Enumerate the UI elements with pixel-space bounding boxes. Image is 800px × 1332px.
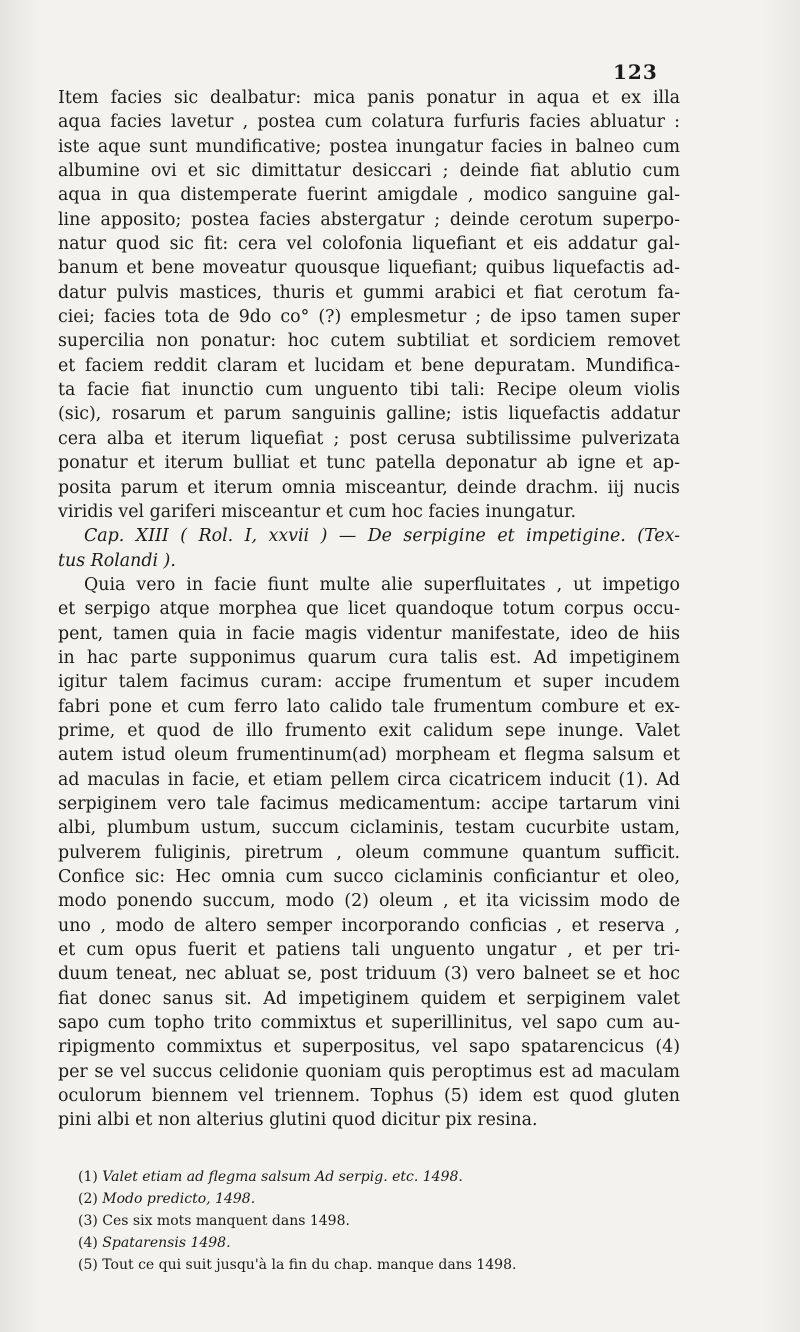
chapter-heading xyxy=(58,524,680,573)
text-line: albi, plumbum ustum, succum ciclaminis, testam cucurbite ustam, xyxy=(58,818,680,839)
text-line: ad maculas in facie, et etiam pellem circa cicatricem inducit (1). Ad xyxy=(58,769,680,790)
footnote xyxy=(78,1166,638,1188)
chapter-heading-line: Cap. XIII ( Rol. I, xxvii ) — De serpigine et impetigine. (Tex- xyxy=(84,526,680,547)
footnote-text: Valet etiam ad flegma salsum Ad serpig. etc. 1498. xyxy=(102,1169,463,1185)
text-line: ponatur et iterum bulliat et tunc patella deponatur ab igne et ap- xyxy=(58,453,680,474)
text-line: banum et bene moveatur quousque liquefiant; quibus liquefactis ad- xyxy=(58,258,680,279)
footnotes xyxy=(78,1166,638,1276)
text-line: serpiginem vero tale facimus medicamentum: accipe tartarum vini xyxy=(58,793,680,814)
text-line: in hac parte supponimus quarum cura talis est. Ad impetiginem xyxy=(58,647,680,668)
text-line: (sic), rosarum et parum sanguinis galline; istis liquefactis addatur xyxy=(58,404,680,425)
text-line: duum teneat, nec abluat se, post triduum (3) vero balneet se et hoc xyxy=(58,964,680,985)
paragraph-2 xyxy=(58,573,680,1133)
text-line: fabri pone et cum ferro lato calido tale frumentum combure et ex- xyxy=(58,696,680,717)
text-line: pini albi et non alterius glutini quod dicitur pix resina. xyxy=(58,1110,538,1131)
text-line: uno , modo de altero semper incorporando conficias , et reserva , xyxy=(58,915,680,936)
footnote-mark: (4) xyxy=(78,1235,98,1251)
text-line: natur quod sic fit: cera vel colofonia liquefiant et eis addatur gal- xyxy=(58,234,680,255)
footnote xyxy=(78,1232,638,1254)
text-line: Quia vero in facie fiunt multe alie superfluitates , ut impetigo xyxy=(84,574,680,595)
text-line: albumine ovi et sic dimittatur desiccari ; deinde fiat ablutio cum xyxy=(58,161,680,182)
footnote-mark: (1) xyxy=(78,1169,98,1185)
text-line: ripigmento commixtus et superpositus, vel sapo spatarencicus (4) xyxy=(58,1037,680,1058)
footnote-mark: (2) xyxy=(78,1191,98,1207)
text-line: aqua facies lavetur , postea cum colatura furfuris facies abluatur : xyxy=(58,112,680,133)
footnote xyxy=(78,1188,638,1210)
text-line: pulverem fuliginis, piretrum , oleum commune quantum sufficit. xyxy=(58,842,680,863)
footnote-text: Spatarensis 1498. xyxy=(102,1235,231,1251)
text-line: sapo cum topho trito commixtus et superillinitus, vel sapo cum au- xyxy=(58,1013,680,1034)
text-line: ciei; facies tota de 9do co° (?) emplesmetur ; de ipso tamen super xyxy=(58,307,680,328)
footnote-text: Tout ce qui suit jusqu'à la fin du chap. manque dans 1498. xyxy=(102,1257,517,1273)
text-line: autem istud oleum frumentinum(ad) morpheam et flegma salsum et xyxy=(58,745,680,766)
text-line: line apposito; postea facies abstergatur ; deinde cerotum superpo- xyxy=(58,209,680,230)
text-line: fiat donec sanus sit. Ad impetiginem quidem et serpiginem valet xyxy=(58,988,680,1009)
page-number: 123 xyxy=(613,60,658,84)
chapter-heading-line: tus Rolandi ). xyxy=(58,550,176,571)
footnote xyxy=(78,1254,638,1276)
text-line: et cum opus fuerit et patiens tali unguento ungatur , et per tri- xyxy=(58,940,680,961)
text-line: posita parum et iterum omnia misceantur, deinde drachm. iij nucis xyxy=(58,477,680,498)
paragraph-1 xyxy=(58,86,680,524)
text-line: et faciem reddit claram et lucidam et bene depuratam. Mundifica- xyxy=(58,355,680,376)
text-line: ta facie fiat inunctio cum unguento tibi tali: Recipe oleum violis xyxy=(58,380,680,401)
footnote-text: Modo predicto, 1498. xyxy=(102,1191,256,1207)
text-line: aqua in qua distemperate fuerint amigdale , modico sanguine gal- xyxy=(58,185,680,206)
text-line: iste aque sunt mundificative; postea inungatur facies in balneo cum xyxy=(58,136,680,157)
text-line: Item facies sic dealbatur: mica panis ponatur in aqua et ex illa xyxy=(58,88,680,108)
text-line: cera alba et iterum liquefiat ; post cerusa subtilissime pulverizata xyxy=(58,428,680,449)
text-line: viridis vel gariferi misceantur et cum hoc facies inungatur. xyxy=(58,501,577,522)
text-line: et serpigo atque morphea que licet quandoque totum corpus occu- xyxy=(58,599,680,620)
text-line: prime, et quod de illo frumento exit calidum sepe inunge. Valet xyxy=(58,720,680,741)
footnote-mark: (3) xyxy=(78,1213,98,1229)
footnote-mark: (5) xyxy=(78,1257,98,1273)
text-line: oculorum biennem vel triennem. Tophus (5) idem est quod gluten xyxy=(58,1086,680,1107)
footnote-text: Ces six mots manquent dans 1498. xyxy=(102,1213,350,1229)
text-line: per se vel succus celidonie quoniam quis peroptimus est ad maculam xyxy=(58,1061,680,1082)
main-text xyxy=(58,86,680,1133)
text-line: datur pulvis mastices, thuris et gummi arabici et fiat cerotum fa- xyxy=(58,282,680,303)
text-line: Confice sic: Hec omnia cum succo ciclaminis conficiantur et oleo, xyxy=(58,867,680,887)
text-line: modo ponendo succum, modo (2) oleum , et ita vicissim modo de xyxy=(58,891,680,912)
footnote xyxy=(78,1210,638,1232)
text-line: supercilia non ponatur: hoc cutem subtiliat et sordiciem removet xyxy=(58,331,680,352)
text-line: pent, tamen quia in facie magis videntur manifestate, ideo de hiis xyxy=(58,623,680,644)
text-line: igitur talem facimus curam: accipe frumentum et super incudem xyxy=(58,672,680,693)
